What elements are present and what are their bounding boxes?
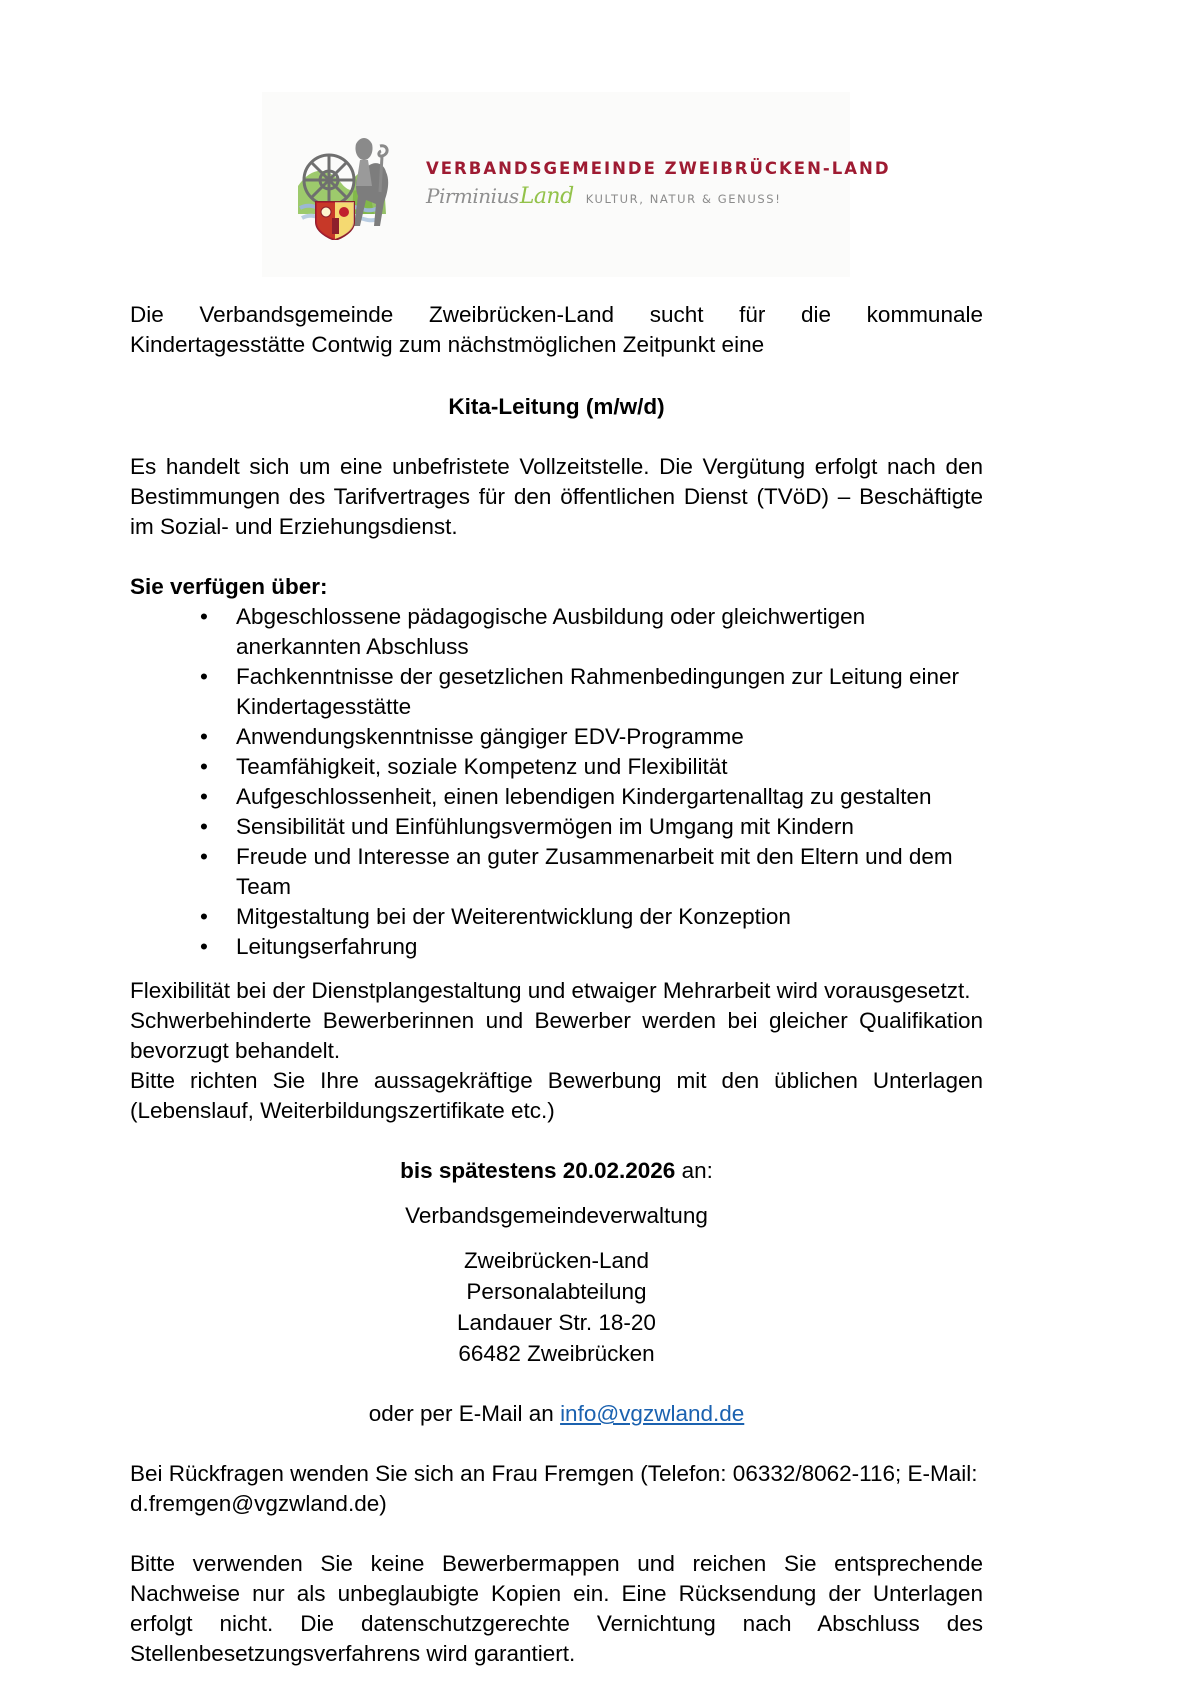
list-item-label: Sensibilität und Einfühlungsvermögen im Umgang mit Kindern	[236, 814, 854, 839]
list-item-label: Freude und Interesse an guter Zusammenarbeit mit den Eltern und dem Team	[236, 844, 953, 899]
address-line: Personalabteilung	[466, 1279, 647, 1304]
disability-paragraph: Schwerbehinderte Bewerberinnen und Bewerber werden bei gleicher Qualifikation bevorzugt behandelt.	[130, 1008, 983, 1063]
list-item-label: Fachkenntnisse der gesetzlichen Rahmenbedingungen zur Leitung einer Kindertagesstätte	[236, 664, 959, 719]
logo-subline	[426, 184, 891, 209]
deadline-line	[130, 1156, 983, 1186]
logo-wordmark	[426, 160, 891, 208]
list-item-label: Leitungserfahrung	[236, 934, 418, 959]
logo-script-pirminius: Pirminius	[426, 183, 519, 208]
closing-paragraph: Bitte verwenden Sie keine Bewerbermappen und reichen Sie entsprechende Nachweise nur als unbeglaubigte Kopien ein. Eine Rücksendung der Unterlagen erfolgt nicht. Die datenschutzgerechte Vernichtung nach Abschluss des Stellenbesetzungsverfahrens wird garantiert.	[130, 1551, 983, 1666]
list-item-label: Teamfähigkeit, soziale Kompetenz und Flexibilität	[236, 754, 728, 779]
spacer	[130, 1126, 983, 1156]
email-prefix: oder per E-Mail an	[368, 1401, 561, 1426]
coat-of-arms-emblem	[294, 130, 416, 240]
requirements-list	[130, 602, 983, 962]
address-line: Zweibrücken-Land	[463, 1248, 650, 1273]
conditions-paragraph: Es handelt sich um eine unbefristete Vollzeitstelle. Die Vergütung erfolgt nach den Bestimmungen des Tarifvertrages für den öffentlichen Dienst (TVöD) – Beschäftigte im Sozial- und Erziehungsdienst.	[130, 454, 983, 539]
email-link[interactable]: info@vgzwland.de	[560, 1401, 745, 1426]
list-item	[200, 662, 983, 722]
list-item-label: Abgeschlossene pädagogische Ausbildung oder gleichwertigen anerkannten Abschluss	[236, 604, 866, 659]
list-item	[200, 602, 983, 662]
list-item-label: Aufgeschlossenheit, einen lebendigen Kindergartenalltag zu gestalten	[236, 784, 932, 809]
address-block	[130, 1200, 983, 1369]
spacer	[130, 1186, 983, 1200]
application-request-paragraph: Bitte richten Sie Ihre aussagekräftige Bewerbung mit den üblichen Unterlagen (Lebenslauf, Weiterbildungszertifikate etc.)	[130, 1068, 983, 1123]
address-line: 66482 Zweibrücken	[458, 1341, 655, 1366]
bullet-icon: •	[200, 604, 208, 629]
list-item	[200, 782, 983, 812]
spacer	[130, 1369, 983, 1399]
flexibility-paragraph: Flexibilität bei der Dienstplangestaltung und etwaiger Mehrarbeit wird vorausgesetzt.	[130, 978, 971, 1003]
bullet-icon: •	[200, 664, 208, 689]
bullet-icon: •	[200, 724, 208, 749]
email-line	[130, 1399, 983, 1429]
bullet-icon: •	[200, 784, 208, 809]
logo-tagline: KULTUR, NATUR & GENUSS!	[585, 191, 782, 206]
document-body	[130, 300, 983, 1669]
spacer	[130, 1429, 983, 1459]
contact-paragraph: Bei Rückfragen wenden Sie sich an Frau Fremgen (Telefon: 06332/8062-116; E-Mail: d.fremgen@vgzwland.de)	[130, 1461, 978, 1516]
list-item	[200, 812, 983, 842]
list-item	[200, 902, 983, 932]
deadline-date: bis spätestens 20.02.2026	[400, 1158, 676, 1183]
spacer	[130, 1231, 983, 1245]
bullet-icon: •	[200, 934, 208, 959]
bullet-icon: •	[200, 754, 208, 779]
job-title: Kita-Leitung (m/w/d)	[448, 394, 665, 419]
logo-header	[262, 92, 891, 277]
logo-script-land: Land	[519, 183, 574, 209]
list-item	[200, 722, 983, 752]
requirements-heading: Sie verfügen über:	[130, 574, 328, 599]
bullet-icon: •	[200, 904, 208, 929]
deadline-suffix: an:	[675, 1158, 713, 1183]
list-item-label: Anwendungskenntnisse gängiger EDV-Programme	[236, 724, 744, 749]
spacer	[130, 962, 983, 976]
list-item	[200, 842, 983, 902]
intro-paragraph: Die Verbandsgemeinde Zweibrücken-Land sucht für die kommunale Kindertagesstätte Contwig zum nächstmöglichen Zeitpunkt eine	[130, 302, 983, 357]
address-organisation: Verbandsgemeindeverwaltung	[405, 1203, 708, 1228]
bullet-icon: •	[200, 814, 208, 839]
spacer	[130, 422, 983, 452]
logo-title: VERBANDSGEMEINDE ZWEIBRÜCKEN-LAND	[426, 159, 891, 179]
list-item	[200, 752, 983, 782]
list-item-label: Mitgestaltung bei der Weiterentwicklung der Konzeption	[236, 904, 791, 929]
list-item	[200, 932, 983, 962]
address-line: Landauer Str. 18-20	[457, 1310, 656, 1335]
spacer	[130, 1519, 983, 1549]
logo-group	[262, 130, 891, 240]
bullet-icon: •	[200, 844, 208, 869]
